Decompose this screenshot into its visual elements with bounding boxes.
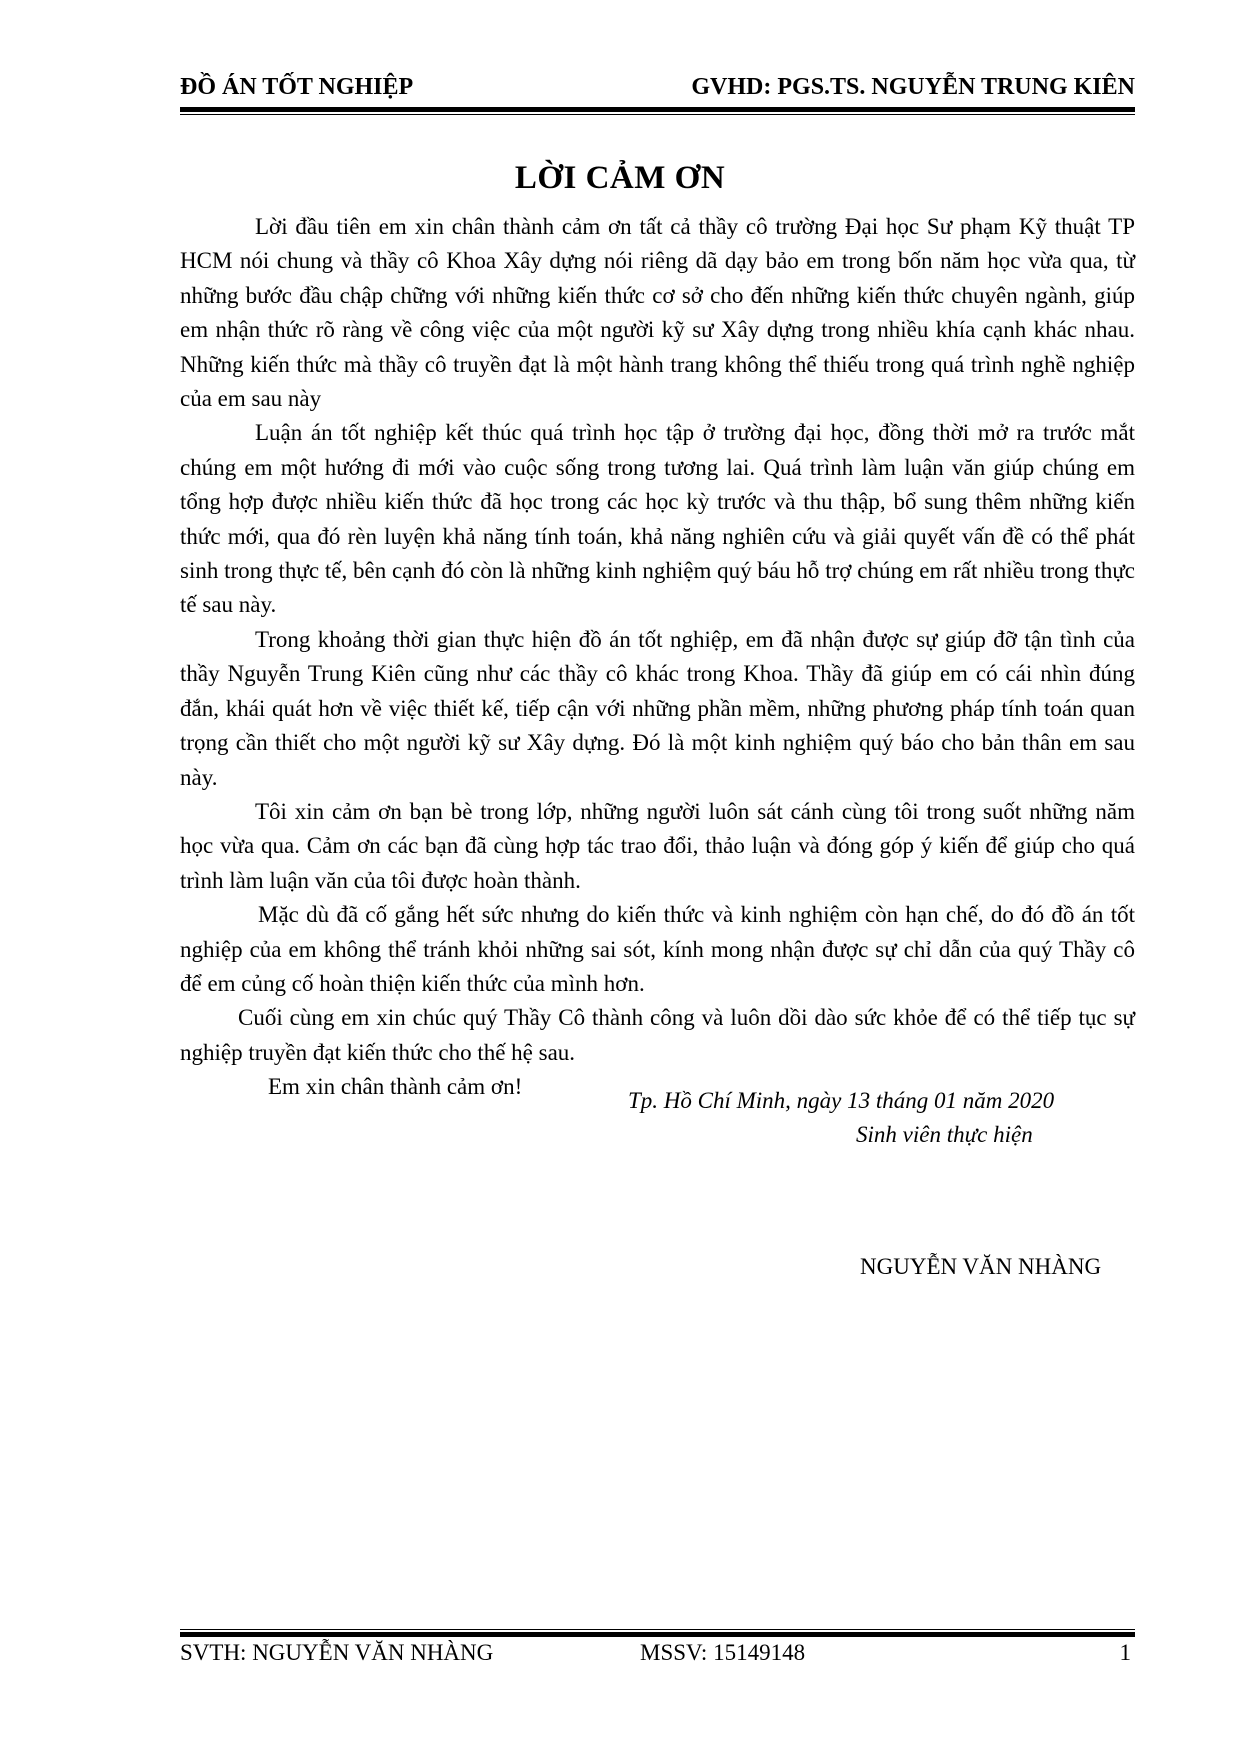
- place-date: Tp. Hồ Chí Minh, ngày 13 tháng 01 năm 2020: [628, 1088, 1055, 1113]
- page-number: 1: [1119, 1640, 1131, 1665]
- header-rule-thin: [180, 114, 1135, 115]
- page-title: LỜI CẢM ƠN: [514, 160, 726, 196]
- footer-rule-thick: [180, 1632, 1135, 1637]
- acknowledgement-body: [180, 210, 1135, 1105]
- header-thesis-label: ĐỒ ÁN TỐT NGHIỆP: [180, 74, 414, 100]
- paragraph-6: Cuối cùng em xin chúc quý Thầy Cô thành công và luôn dồi dào sức khỏe để có thể tiếp tục sự nghiệp truyền đạt kiến thức cho thế hệ sau.: [180, 1005, 1135, 1065]
- footer-student-id: MSSV: 15149148: [640, 1640, 806, 1665]
- signer-name: NGUYỄN VĂN NHÀNG: [860, 1254, 1102, 1279]
- header-advisor: GVHD: PGS.TS. NGUYỄN TRUNG KIÊN: [691, 74, 1135, 100]
- paragraph-4: Tôi xin cảm ơn bạn bè trong lớp, những người luôn sát cánh cùng tôi trong suốt những năm học vừa qua. Cảm ơn các bạn đã cùng hợp tác trao đổi, thảo luận và đóng góp ý kiến để giúp cho quá trình làm luận văn của tôi được hoàn thành.: [180, 798, 1135, 893]
- paragraph-1: Lời đầu tiên em xin chân thành cảm ơn tất cả thầy cô trường Đại học Sư phạm Kỹ thuật TP HCM nói chung và thầy cô Khoa Xây dựng nói riêng dã dạy bảo em trong bốn năm học vừa qua, từ những bước đầu chập chững với những kiến thức cơ sở cho đến những kiến thức chuyên ngành, giúp em nhận thức rõ ràng về công việc của một người kỹ sư Xây dựng trong nhiều khía cạnh khác nhau. Những kiến thức mà thầy cô truyền đạt là một hành trang không thể thiếu trong quá trình nghề nghiệp của em sau này: [180, 214, 1135, 412]
- paragraph-2: Luận án tốt nghiệp kết thúc quá trình học tập ở trường đại học, đồng thời mở ra trước mắt chúng em một hướng đi mới vào cuộc sống trong tương lai. Quá trình làm luận văn giúp chúng em tổng hợp được nhiều kiến thức đã học trong các học kỳ trước và thu thập, bổ sung thêm những kiến thức mới, qua đó rèn luyện khả năng tính toán, khả năng nghiên cứu và giải quyết vấn đề có thể phát sinh trong thực tế, bên cạnh đó còn là những kinh nghiệm quý báu hỗ trợ chúng em rất nhiều trong thực tế sau này.: [180, 420, 1135, 618]
- page-header: [180, 74, 1135, 108]
- signer-role: Sinh viên thực hiện: [856, 1122, 1033, 1147]
- paragraph-3: Trong khoảng thời gian thực hiện đồ án tốt nghiệp, em đã nhận được sự giúp đỡ tận tình của thầy Nguyễn Trung Kiên cũng như các thầy cô khác trong Khoa. Thầy đã giúp em có cái nhìn đúng đắn, khái quát hơn về việc thiết kế, tiếp cận với những phần mềm, những phương pháp tính toán quan trọng cần thiết cho một người kỹ sư Xây dựng. Đó là một kinh nghiệm quý báo cho bản thân em sau này.: [180, 626, 1135, 790]
- paragraph-5: Mặc dù đã cố gắng hết sức nhưng do kiến thức và kinh nghiệm còn hạn chế, do đó đồ án tốt nghiệp của em không thể tránh khỏi những sai sót, kính mong nhận được sự chỉ dẫn của quý Thầy cô để em củng cố hoàn thiện kiến thức của mình hơn.: [180, 902, 1135, 996]
- header-rule-thick: [180, 107, 1135, 112]
- footer-student: SVTH: NGUYỄN VĂN NHÀNG: [180, 1640, 494, 1665]
- page-footer: [180, 1640, 1135, 1670]
- footer-rule-thin: [180, 1629, 1135, 1630]
- closing-line: Em xin chân thành cảm ơn!: [268, 1074, 523, 1100]
